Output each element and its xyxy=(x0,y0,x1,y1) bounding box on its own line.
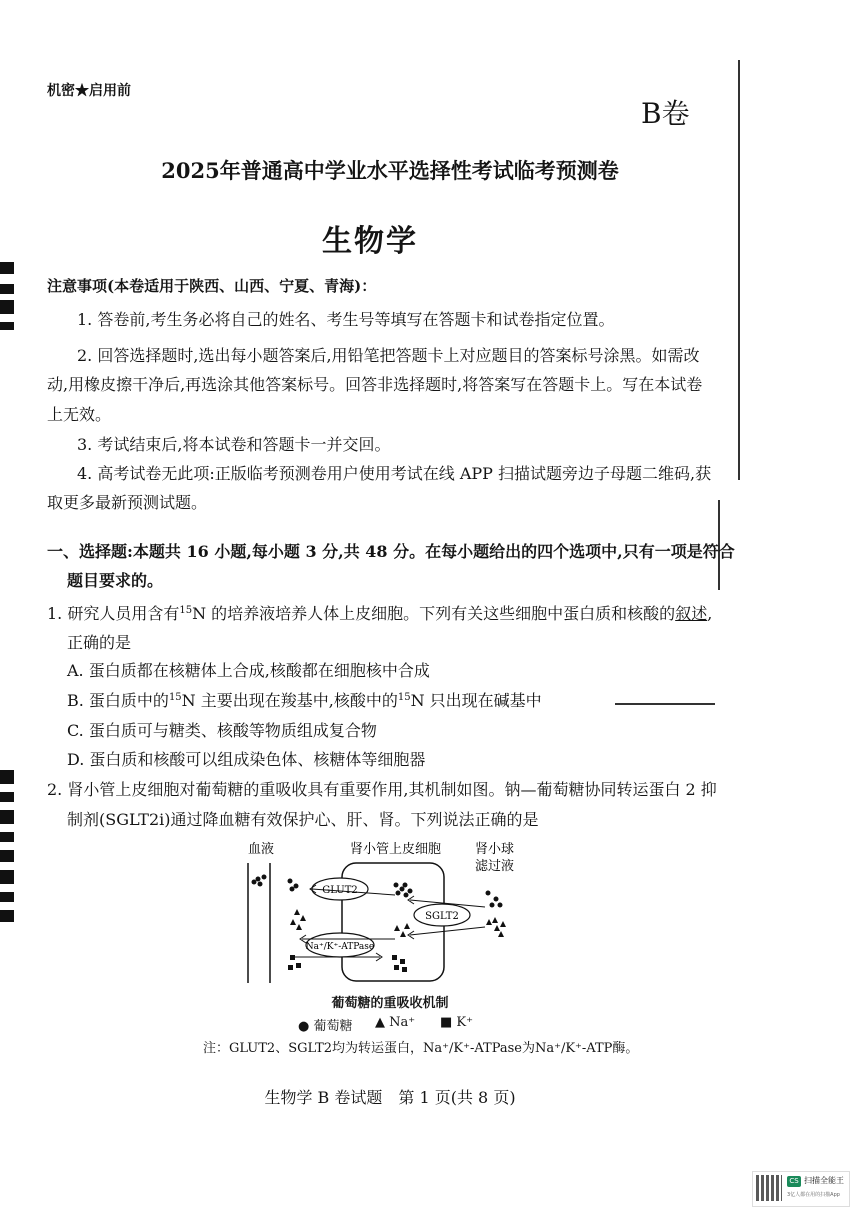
scan-line xyxy=(738,60,740,480)
label-cell: 肾小管上皮细胞 xyxy=(350,842,442,857)
notice-item-2-line-3: 上无效。 xyxy=(47,405,112,424)
glucose-reabsorption-diagram xyxy=(230,835,550,990)
scan-mark xyxy=(0,792,14,802)
camscanner-logo: CS xyxy=(787,1176,801,1187)
scan-mark xyxy=(0,770,14,784)
potassium-ions xyxy=(288,955,407,972)
q2-stem-line-2: 制剂(SGLT2i)通过降血糖有效保护心、肝、肾。下列说法正确的是 xyxy=(67,810,539,829)
sodium-ions xyxy=(290,909,506,937)
scan-mark xyxy=(0,300,14,314)
notice-item-1: 1. 答卷前,考生务必将自己的姓名、考生号等填写在答题卡和试卷指定位置。 xyxy=(77,310,615,329)
label-filtrate-line-1: 肾小球 xyxy=(475,842,515,857)
notice-item-2-line-2: 动,用橡皮擦干净后,再选涂其他答案标号。回答非选择题时,将答案写在答题卡上。写在本试卷 xyxy=(47,375,703,394)
section-heading-line-2: 题目要求的。 xyxy=(67,571,164,590)
subject-title: 生物学 xyxy=(322,224,418,259)
notice-item-2-line-1: 2. 回答选择题时,选出每小题答案后,用铅笔把答题卡上对应题目的答案标号涂黑。如需改 xyxy=(77,346,700,365)
q1-stem-line-1: 1. 研究人员用含有$^{15}$N 的培养液培养人体上皮细胞。下列有关这些细胞中蛋白质和核酸的叙述, xyxy=(47,604,713,623)
legend-potassium: ■ K⁺ xyxy=(440,1015,473,1030)
watermark-subtitle: 3亿人都在用的扫描App xyxy=(787,1192,840,1198)
scan-mark xyxy=(0,850,14,862)
q1-option-d: D. 蛋白质和核酸可以组成染色体、核糖体等细胞器 xyxy=(67,750,426,769)
glucose-molecules xyxy=(252,875,503,908)
figure-caption: 葡萄糖的重吸收机制 xyxy=(331,996,449,1011)
qr-code-icon xyxy=(756,1175,782,1201)
scan-mark xyxy=(0,870,14,884)
scan-mark xyxy=(0,892,14,902)
q2-stem-line-1: 2. 肾小管上皮细胞对葡萄糖的重吸收具有重要作用,其机制如图。钠—葡萄糖协同转运蛋白 2 抑 xyxy=(47,780,717,799)
scan-line xyxy=(615,703,715,705)
scanner-watermark xyxy=(752,1171,850,1207)
confidential-label: 机密★启用前 xyxy=(47,83,131,99)
scan-mark xyxy=(0,322,14,330)
label-filtrate-line-2: 滤过液 xyxy=(475,859,515,874)
notice-item-4-line-1: 4. 高考试卷无此项:正版临考预测卷用户使用考试在线 APP 扫描试题旁边子母题二维码,获 xyxy=(77,464,712,483)
volume-label: B卷 xyxy=(641,97,690,130)
page-footer: 生物学 B 卷试题 第 1 页(共 8 页) xyxy=(264,1088,516,1107)
q1-option-b: B. 蛋白质中的$^{15}$N 主要出现在羧基中,核酸中的$^{15}$N 只出现在碱基中 xyxy=(67,691,542,710)
legend-sodium: ▲ Na⁺ xyxy=(375,1015,416,1030)
watermark-title: 扫描全能王 xyxy=(804,1176,844,1185)
exam-title: 2025年普通高中学业水平选择性考试临考预测卷 xyxy=(161,158,619,183)
atpase-label: Na⁺/K⁺-ATPase xyxy=(305,942,375,952)
notice-item-3: 3. 考试结束后,将本试卷和答题卡一并交回。 xyxy=(77,435,391,454)
q1-stem-line-2: 正确的是 xyxy=(67,633,132,652)
scan-mark xyxy=(0,910,14,922)
notice-heading: 注意事项(本卷适用于陕西、山西、宁夏、青海)： xyxy=(47,277,377,295)
figure-note: 注：GLUT2、SGLT2均为转运蛋白，Na⁺/K⁺-ATPase为Na⁺/K⁺-ATP酶。 xyxy=(203,1041,639,1056)
glut2-label: GLUT2 xyxy=(322,885,358,896)
notice-item-4-line-2: 取更多最新预测试题。 xyxy=(47,493,208,512)
sglt2-label: SGLT2 xyxy=(425,911,459,922)
label-blood: 血液 xyxy=(248,842,275,857)
q1-option-c: C. 蛋白质可与糖类、核酸等物质组成复合物 xyxy=(67,721,377,740)
scan-mark xyxy=(0,810,14,824)
scan-mark xyxy=(0,262,14,274)
legend-glucose: ● 葡萄糖 xyxy=(298,1019,353,1034)
q1-option-a: A. 蛋白质都在核糖体上合成,核酸都在细胞核中合成 xyxy=(67,661,430,680)
scan-mark xyxy=(0,832,14,842)
sglt2-na-arrow xyxy=(410,927,485,935)
scan-mark xyxy=(0,284,14,294)
section-heading-line-1: 一、选择题:本题共 16 小题,每小题 3 分,共 48 分。在每小题给出的四个选项中,只有一项是符合 xyxy=(47,542,735,561)
